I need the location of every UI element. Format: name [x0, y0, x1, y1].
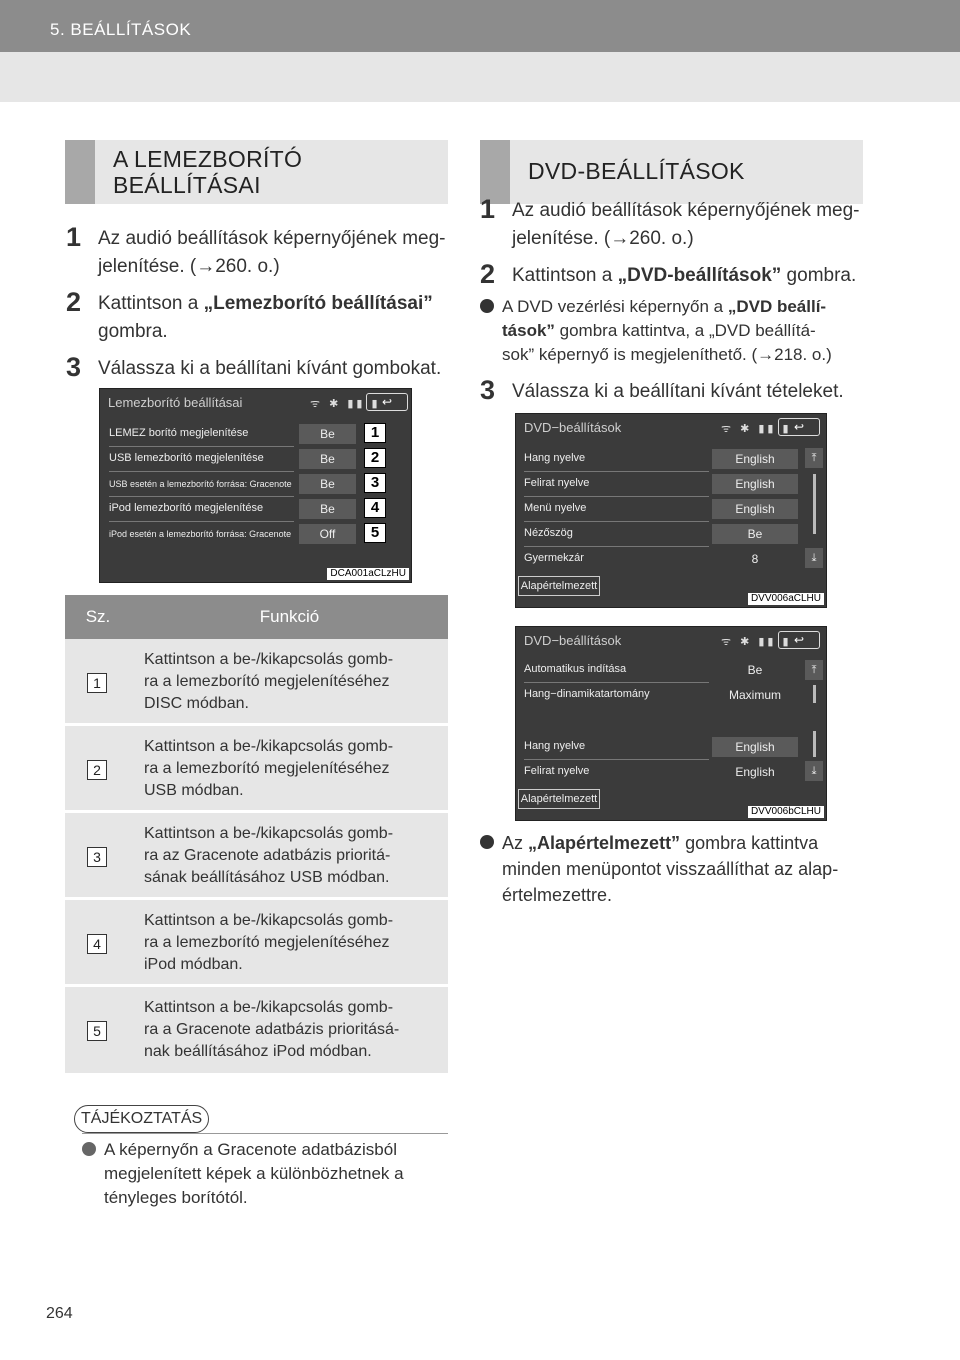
page-number: 264	[46, 1305, 73, 1322]
step-number: 1	[480, 194, 496, 224]
table-row	[65, 639, 448, 725]
image-code: DVV006bCLHU	[748, 806, 824, 818]
screen-row[interactable]	[109, 499, 356, 521]
row-divider	[524, 759, 709, 760]
row-label: Felirat nyelve	[524, 477, 590, 489]
row-divider	[524, 682, 709, 683]
bullet-text: A DVD vezérlési képernyőn a	[502, 297, 728, 316]
row-divider	[524, 546, 709, 547]
toggle-button[interactable]: Be	[299, 424, 356, 444]
dvd-settings-screen-2	[515, 626, 827, 821]
screen-title: DVD−beállítások	[524, 633, 622, 648]
row-divider	[524, 521, 709, 522]
screen-row[interactable]	[524, 524, 802, 546]
chapter-header-bar	[0, 0, 960, 52]
row-label: USB lemezborító megjelenítése	[109, 452, 264, 464]
row-description	[144, 649, 444, 715]
info-text-line: A képernyőn a Gracenote adatbázisból	[104, 1140, 397, 1159]
row-number: 5	[87, 1021, 107, 1041]
desc-line: Kattintson a be-/kikapcsolás gomb-	[144, 912, 394, 929]
section-title	[113, 146, 302, 198]
toggle-button[interactable]: Be	[299, 449, 356, 469]
step-text-line-1: Válassza ki a beállítani kívánt tételeket.	[512, 381, 844, 402]
info-tag: TÁJÉKOZTATÁS	[74, 1105, 209, 1133]
table-row	[65, 726, 448, 812]
desc-line: iPod módban.	[144, 956, 243, 973]
desc-line: sának beállításához USB módban.	[144, 869, 390, 886]
dvd-settings-screen-1	[515, 413, 827, 608]
desc-line: ra a lemezborító megjelenítéséhez	[144, 934, 390, 951]
screen-row[interactable]	[109, 474, 356, 496]
section-title-line-2: BEÁLLÍTÁSAI	[113, 172, 261, 198]
row-label: USB esetén a lemezborító forrása: Gracenote	[109, 479, 292, 489]
bullet-text: gombra kattintva	[680, 833, 819, 853]
scrollbar[interactable]	[813, 474, 816, 534]
screen-row[interactable]	[109, 424, 356, 446]
step-number: 3	[66, 352, 82, 382]
step-text: Kattintson a	[98, 293, 204, 314]
col-header-function: Funkció	[259, 607, 320, 626]
screen-row[interactable]	[524, 499, 802, 521]
bullet-button-name: „Alapértelmezett”	[528, 833, 681, 853]
setting-value-button[interactable]: English	[712, 449, 798, 469]
row-separator	[65, 897, 448, 899]
setting-value-button[interactable]: English	[735, 765, 775, 779]
row-number: 3	[87, 847, 107, 867]
bullet-icon	[480, 299, 494, 313]
setting-value-button[interactable]: Be	[712, 524, 798, 544]
row-description	[144, 910, 444, 976]
setting-value-button[interactable]: Be	[747, 663, 763, 677]
section-header-cover-art	[65, 140, 448, 204]
status-icons: ᯤ ✱ ▮▮ ▮	[721, 636, 792, 648]
setting-value-button[interactable]: English	[712, 499, 798, 519]
step-number: 2	[66, 287, 82, 317]
step-text: Kattintson a	[512, 265, 618, 286]
desc-line: ra az Gracenote adatbázis prioritá-	[144, 847, 391, 864]
step-text-line-2: gombra.	[98, 321, 168, 342]
status-icons: ᯤ ✱ ▮▮ ▮	[721, 423, 792, 435]
step-text: gombra.	[781, 265, 857, 286]
row-label: iPod lemezborító megjelenítése	[109, 502, 264, 514]
bullet-icon	[82, 1142, 96, 1156]
desc-line: Kattintson a be-/kikapcsolás gomb-	[144, 738, 394, 755]
scroll-down-button[interactable]: ⤓	[805, 761, 823, 781]
header-subbar	[0, 52, 960, 102]
scrollbar-upper[interactable]	[813, 685, 816, 703]
row-description	[144, 997, 444, 1063]
status-icons: ᯤ ✱ ▮▮ ▮	[310, 398, 381, 410]
section-title-line-1: A LEMEZBORÍTÓ	[113, 146, 303, 172]
step-number: 1	[66, 222, 82, 252]
row-label: Menü nyelve	[524, 502, 587, 514]
desc-line: USB módban.	[144, 782, 244, 799]
col-header-number: Sz.	[85, 607, 111, 626]
step-text-line-2: jelenítése. (→260. o.)	[512, 228, 694, 249]
toggle-button[interactable]: Be	[299, 499, 356, 519]
row-label: LEMEZ borító megjelenítése	[109, 427, 249, 439]
row-divider	[524, 471, 709, 472]
info-divider	[82, 1133, 448, 1134]
row-label: iPod esetén a lemezborító forrása: Gracenote	[109, 529, 292, 539]
row-number: 4	[87, 934, 107, 954]
step-number: 3	[480, 375, 496, 405]
row-label: Hang nyelve	[524, 740, 586, 752]
setting-value-button[interactable]: English	[712, 737, 798, 757]
scroll-down-button[interactable]: ⤓	[805, 548, 823, 568]
desc-line: Kattintson a be-/kikapcsolás gomb-	[144, 825, 394, 842]
cover-art-settings-screen	[99, 388, 412, 583]
row-divider	[109, 471, 294, 472]
image-code: DVV006aCLHU	[748, 593, 824, 605]
bullet-text-line: sok” képernyő is megjeleníthető. (→218. o.)	[502, 345, 832, 364]
row-divider	[524, 496, 709, 497]
desc-line: ra a lemezborító megjelenítéséhez	[144, 760, 390, 777]
screen-title: Lemezborító beállításai	[108, 395, 243, 410]
scroll-up-button[interactable]: ⤒	[805, 660, 823, 680]
setting-value-button[interactable]: English	[712, 474, 798, 494]
chapter-title: 5. BEÁLLÍTÁSOK	[50, 20, 192, 39]
bullet-text: gombra kattintva, a „DVD beállítá-	[554, 321, 816, 340]
info-text-line: megjelenített képek a különbözhetnek a	[104, 1164, 404, 1183]
back-button[interactable]: ↩	[778, 418, 820, 436]
default-button[interactable]: Alapértelmezett	[518, 576, 600, 596]
screen-row[interactable]	[109, 524, 356, 546]
desc-line: nak beállításához iPod módban.	[144, 1043, 372, 1060]
screen-title: DVD−beállítások	[524, 420, 622, 435]
row-divider	[109, 446, 294, 447]
bullet-icon	[480, 835, 494, 849]
row-label: Hang nyelve	[524, 452, 586, 464]
desc-line: Kattintson a be-/kikapcsolás gomb-	[144, 999, 394, 1016]
step-button-name: „Lemezborító beállításai”	[203, 293, 433, 314]
row-label: Nézőszög	[524, 527, 573, 539]
row-label: Automatikus indítása	[524, 663, 627, 675]
table-row	[65, 987, 448, 1073]
row-separator	[65, 984, 448, 986]
bullet-text-line: minden menüpontot visszaállíthat az alap-	[502, 859, 839, 879]
bullet-button-name: tások”	[502, 321, 555, 340]
default-button[interactable]: Alapértelmezett	[518, 789, 600, 809]
table-row	[65, 900, 448, 986]
callout-number: 3	[364, 473, 386, 493]
row-number: 2	[87, 760, 107, 780]
info-text-line: tényleges borítótól.	[104, 1188, 248, 1207]
setting-value-button[interactable]: 8	[751, 552, 759, 566]
table-row	[65, 813, 448, 899]
screen-row[interactable]	[109, 449, 356, 471]
row-description	[144, 736, 444, 802]
section-title: DVD-BEÁLLÍTÁSOK	[528, 158, 745, 184]
section-header-dvd	[480, 140, 863, 204]
step-text-line-2: jelenítése. (→260. o.)	[98, 256, 280, 277]
setting-value-button[interactable]: Maximum	[728, 688, 781, 702]
row-separator	[65, 723, 448, 725]
screen-row[interactable]	[524, 474, 802, 496]
screen-row[interactable]	[524, 685, 802, 707]
bullet-button-name: „DVD beállí-	[727, 297, 827, 316]
callout-number: 5	[364, 523, 386, 543]
section-tab	[65, 140, 95, 204]
row-divider	[109, 521, 294, 522]
desc-line: ra a lemezborító megjelenítéséhez	[144, 673, 390, 690]
step-number: 2	[480, 259, 496, 289]
bullet-text-line: értelmezettre.	[502, 885, 613, 905]
scrollbar-lower[interactable]	[813, 731, 816, 757]
bullet-text: Az	[502, 833, 529, 853]
image-code: DCA001aCLzHU	[327, 568, 409, 580]
step-button-name: „DVD-beállítások”	[617, 265, 782, 286]
row-number: 1	[87, 673, 107, 693]
step-text-line-1: Az audió beállítások képernyőjének meg-	[512, 200, 860, 221]
row-label: Gyermekzár	[524, 552, 584, 564]
screen-row[interactable]	[524, 549, 802, 571]
screen-row[interactable]	[524, 737, 802, 759]
toggle-button[interactable]: Off	[299, 524, 356, 544]
callout-number: 4	[364, 498, 386, 518]
step-text-line-1: Válassza ki a beállítani kívánt gombokat.	[98, 358, 442, 379]
step-text-line-1: Az audió beállítások képernyőjének meg-	[98, 228, 446, 249]
screen-row[interactable]	[524, 660, 802, 682]
table-header	[65, 595, 448, 639]
callout-number: 2	[364, 448, 386, 468]
row-label: Felirat nyelve	[524, 765, 590, 777]
scroll-up-button[interactable]: ⤒	[805, 448, 823, 468]
desc-line: DISC módban.	[144, 695, 249, 712]
row-divider	[109, 496, 294, 497]
row-separator	[65, 810, 448, 812]
back-button[interactable]: ↩	[778, 631, 820, 649]
screen-row[interactable]	[524, 449, 802, 471]
screen-row[interactable]	[524, 762, 802, 784]
row-label: Hang−dinamikatartomány	[524, 688, 650, 700]
desc-line: ra a Gracenote adatbázis prioritásá-	[144, 1021, 400, 1038]
row-description	[144, 823, 444, 889]
desc-line: Kattintson a be-/kikapcsolás gomb-	[144, 651, 394, 668]
back-button[interactable]: ↩	[366, 393, 408, 411]
toggle-button[interactable]: Be	[299, 474, 356, 494]
callout-number: 1	[364, 423, 386, 443]
